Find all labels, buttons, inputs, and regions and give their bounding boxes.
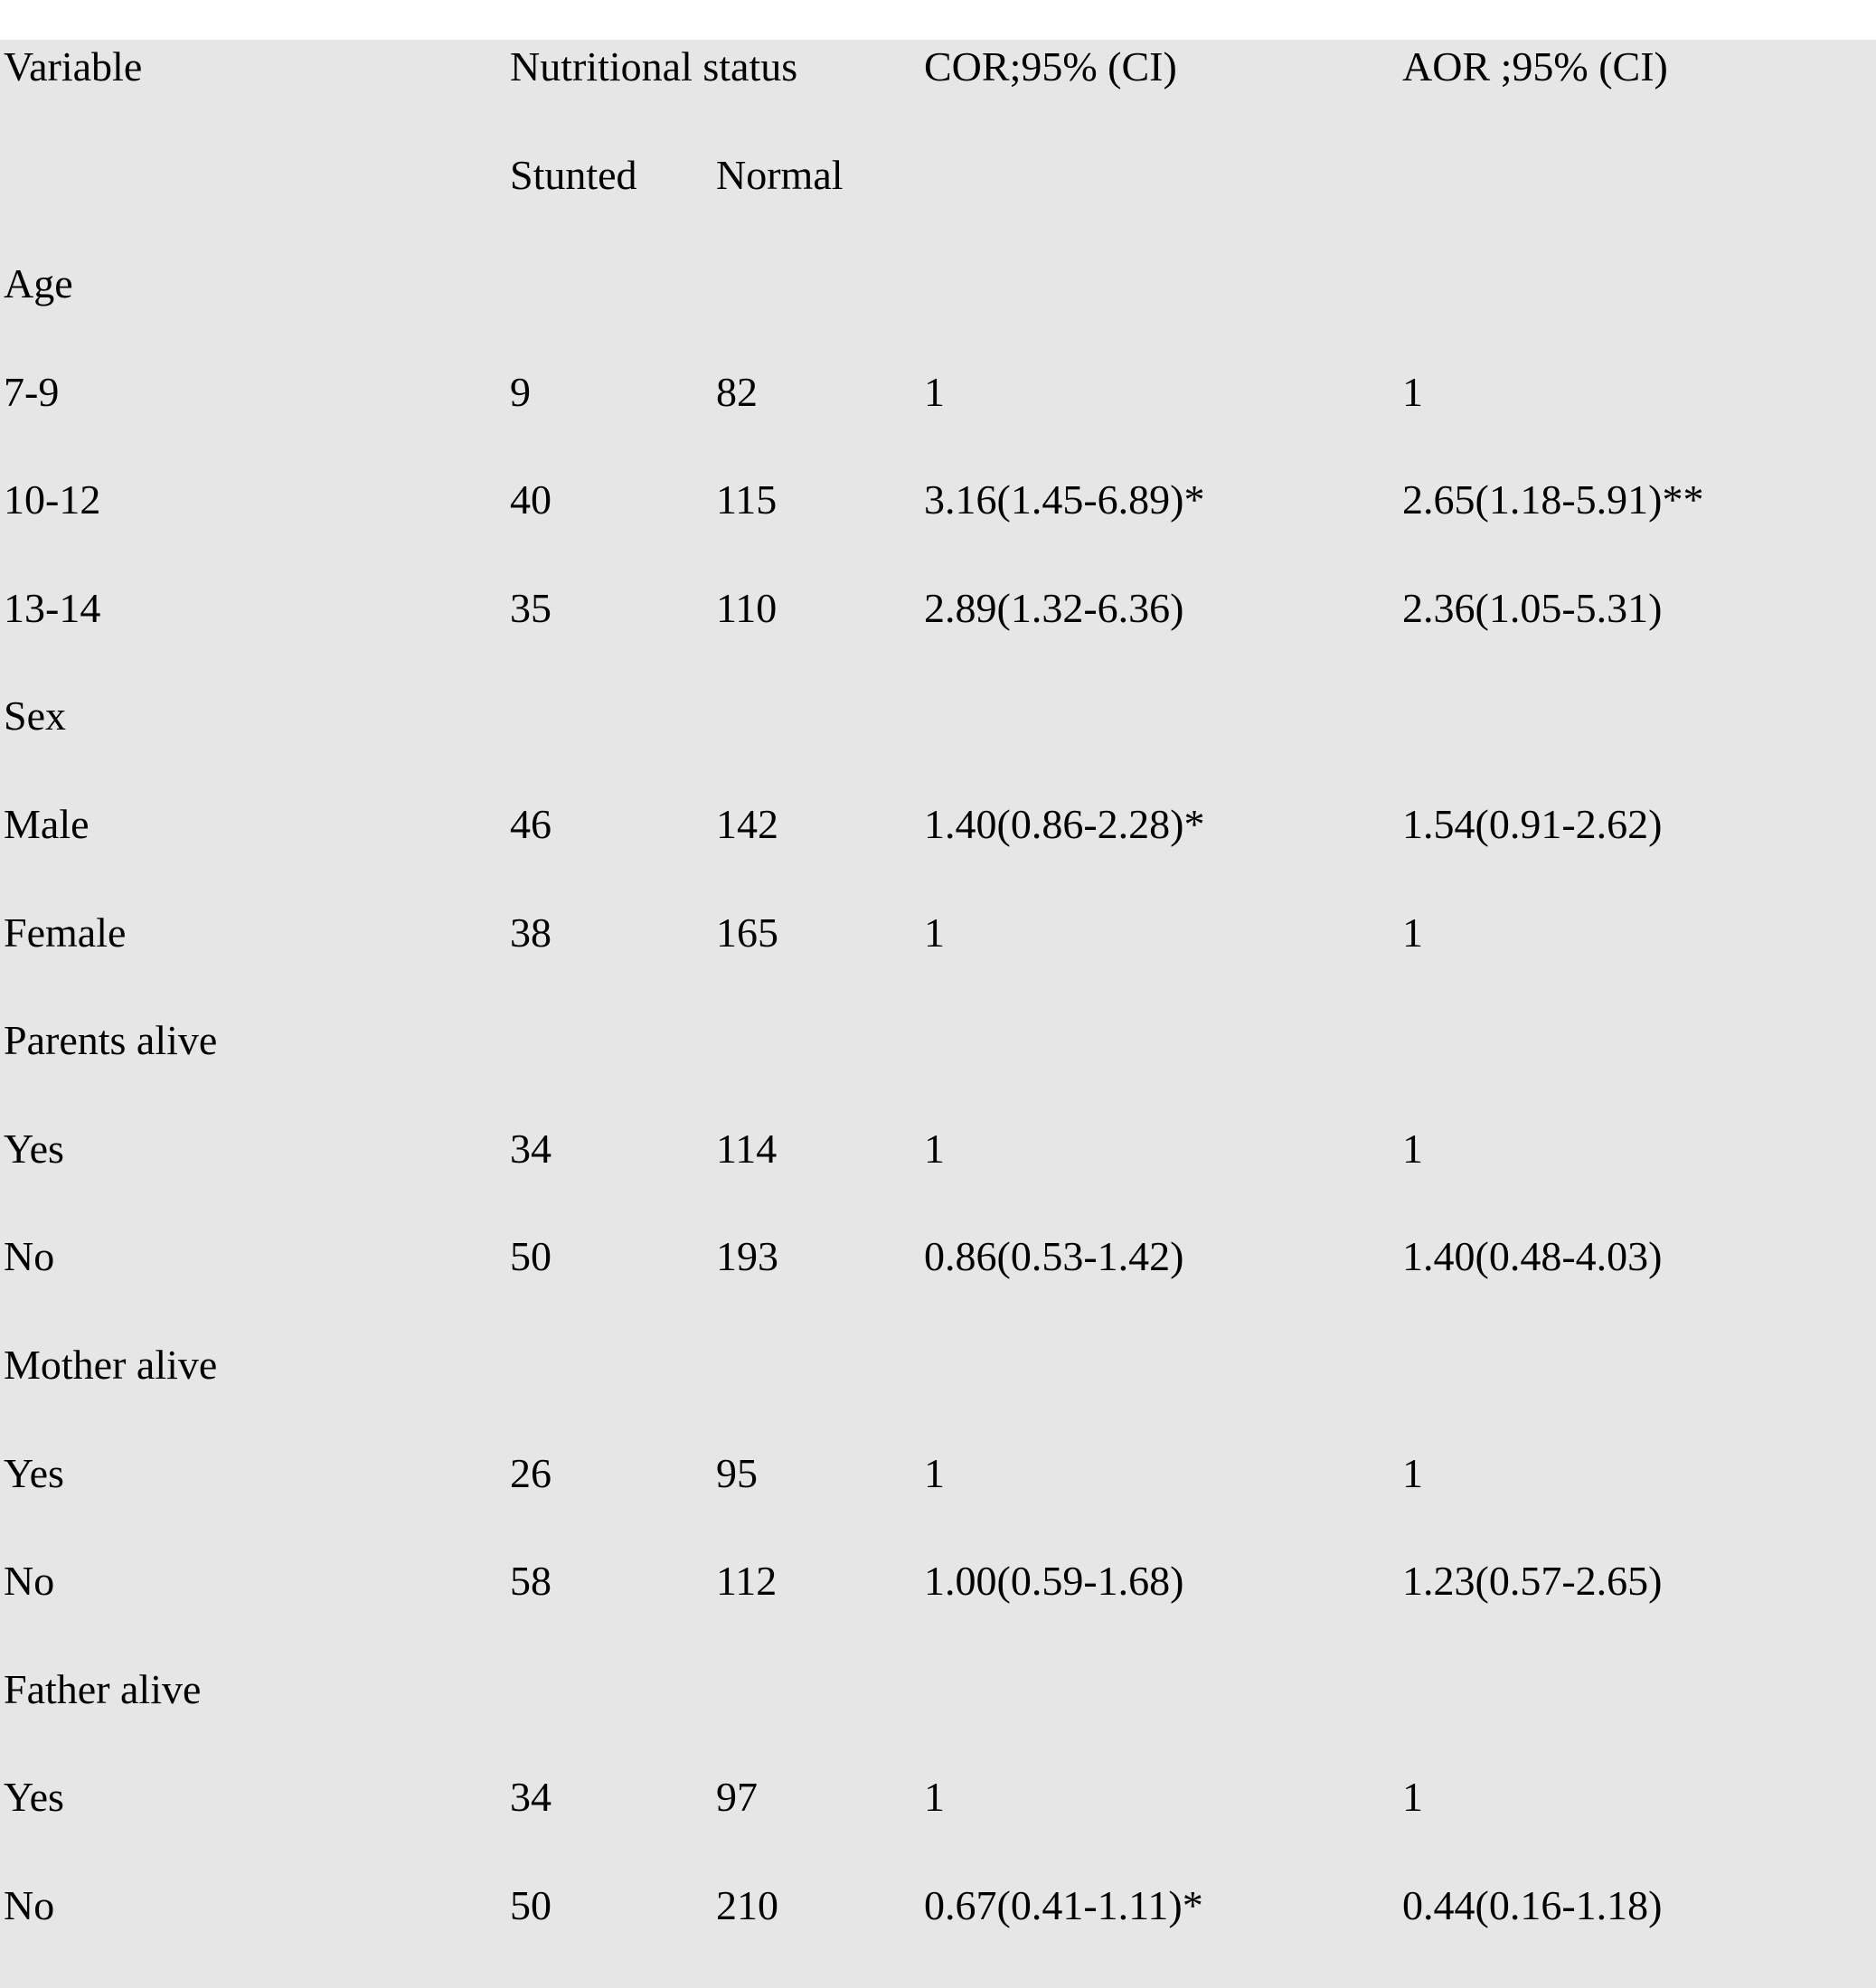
table-row [0, 689, 1876, 779]
cell-stunted: 46 [510, 801, 551, 847]
cell-aor: 1 [1402, 1774, 1423, 1821]
cell-variable: No [4, 1882, 55, 1928]
cell-variable: Parents alive [4, 1017, 218, 1064]
cell-normal: 114 [716, 1125, 778, 1172]
cell-variable: Sex [4, 693, 66, 740]
cell-normal: 115 [716, 476, 778, 523]
table-subheader-row [0, 148, 1876, 239]
cell-cor: 2.89(1.32-6.36) [924, 584, 1184, 631]
cell-normal: 97 [716, 1774, 758, 1821]
cell-aor: 1 [1402, 909, 1423, 956]
table-row [0, 1663, 1876, 1753]
cell-normal: 110 [716, 584, 778, 631]
table-header-row [0, 40, 1876, 130]
cell-stunted: 35 [510, 584, 551, 631]
cell-normal: 210 [716, 1882, 778, 1928]
header-variable: Variable [4, 43, 143, 90]
header-nutritional-status: Nutritional status [510, 43, 798, 90]
cell-variable: Yes [4, 1774, 64, 1821]
table-row [0, 581, 1876, 672]
cell-cor: 1 [924, 909, 945, 956]
cell-variable: 13-14 [4, 584, 101, 631]
table-row [0, 1122, 1876, 1212]
table-row [0, 1230, 1876, 1320]
header-stunted: Stunted [510, 152, 637, 198]
cell-cor: 1 [924, 1125, 945, 1172]
cell-variable: Female [4, 909, 127, 956]
table-row [0, 473, 1876, 563]
cell-variable: Age [4, 260, 73, 306]
cell-cor: 1.40(0.86-2.28)* [924, 801, 1205, 847]
cell-stunted: 34 [510, 1125, 551, 1172]
cell-normal: 193 [716, 1233, 778, 1280]
cell-aor: 1.54(0.91-2.62) [1402, 801, 1663, 847]
cell-variable: No [4, 1558, 55, 1605]
cell-stunted: 50 [510, 1233, 551, 1280]
cell-variable: 10-12 [4, 476, 101, 523]
cell-aor: 1 [1402, 1449, 1423, 1496]
cell-normal: 112 [716, 1558, 778, 1605]
cell-aor: 0.44(0.16-1.18) [1402, 1882, 1663, 1928]
cell-cor: 1 [924, 1449, 945, 1496]
cell-cor: 1 [924, 368, 945, 415]
header-cor: COR;95% (CI) [924, 43, 1177, 90]
cell-variable: Male [4, 801, 90, 847]
cell-aor: 2.65(1.18-5.91)** [1402, 476, 1704, 523]
table-row [0, 797, 1876, 888]
cell-variable: Yes [4, 1449, 64, 1496]
cell-stunted: 26 [510, 1449, 551, 1496]
cell-stunted: 38 [510, 909, 551, 956]
cell-cor: 0.67(0.41-1.11)* [924, 1882, 1203, 1928]
cell-variable: Mother alive [4, 1342, 218, 1388]
header-aor: AOR ;95% (CI) [1402, 43, 1668, 90]
table-row [0, 906, 1876, 996]
cell-normal: 95 [716, 1449, 758, 1496]
cell-normal: 82 [716, 368, 758, 415]
table-row [0, 1013, 1876, 1104]
cell-variable: Father alive [4, 1665, 202, 1712]
cell-variable: 7-9 [4, 368, 60, 415]
odds-ratio-table [0, 40, 1876, 1988]
table-row [0, 1338, 1876, 1428]
cell-stunted: 58 [510, 1558, 551, 1605]
cell-cor: 1.00(0.59-1.68) [924, 1558, 1184, 1605]
cell-stunted: 34 [510, 1774, 551, 1821]
cell-normal: 142 [716, 801, 778, 847]
table-row [0, 365, 1876, 456]
cell-stunted: 40 [510, 476, 551, 523]
cell-variable: No [4, 1233, 55, 1280]
cell-aor: 1.23(0.57-2.65) [1402, 1558, 1663, 1605]
table-row [0, 257, 1876, 347]
cell-variable: Yes [4, 1125, 64, 1172]
cell-stunted: 9 [510, 368, 531, 415]
table-row [0, 1446, 1876, 1537]
cell-stunted: 50 [510, 1882, 551, 1928]
table-row [0, 1770, 1876, 1861]
cell-cor: 1 [924, 1774, 945, 1821]
table-row [0, 1879, 1876, 1969]
cell-cor: 0.86(0.53-1.42) [924, 1233, 1184, 1280]
cell-aor: 2.36(1.05-5.31) [1402, 584, 1663, 631]
cell-cor: 3.16(1.45-6.89)* [924, 476, 1205, 523]
cell-normal: 165 [716, 909, 778, 956]
cell-aor: 1.40(0.48-4.03) [1402, 1233, 1663, 1280]
header-normal: Normal [716, 152, 844, 198]
cell-aor: 1 [1402, 1125, 1423, 1172]
table-row [0, 1554, 1876, 1644]
cell-aor: 1 [1402, 368, 1423, 415]
